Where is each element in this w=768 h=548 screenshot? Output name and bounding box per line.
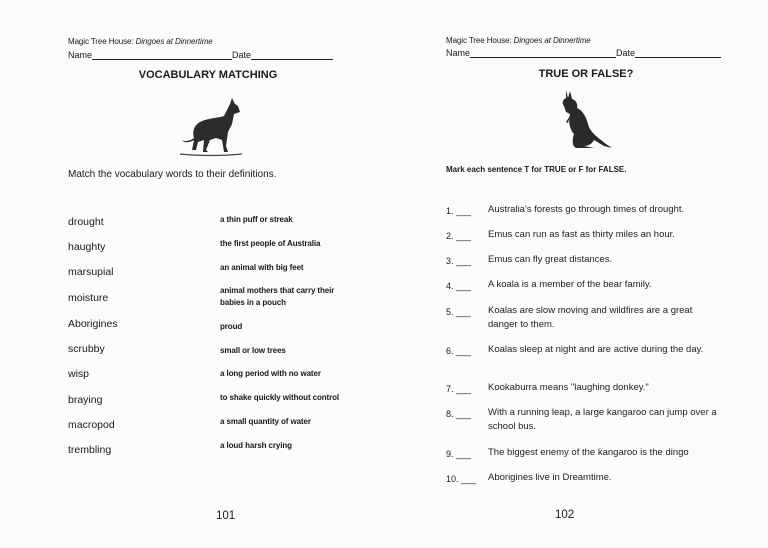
- name-date-line: [68, 50, 333, 60]
- question-text: Australia's forests go through times of drought.: [488, 204, 685, 215]
- name-date-line: [446, 48, 721, 58]
- vocab-definition: a small quantity of water: [220, 417, 311, 426]
- question-number[interactable]: 6. ___: [446, 346, 472, 356]
- question-number[interactable]: 8. ___: [446, 409, 472, 419]
- question-number[interactable]: 4. ___: [446, 281, 472, 291]
- question-number[interactable]: 5. ___: [446, 307, 472, 317]
- page-number: 101: [216, 510, 236, 522]
- question-number[interactable]: 7. ___: [446, 384, 472, 394]
- vocab-definition: to shake quickly without control: [220, 393, 340, 402]
- vocab-word: marsupial: [68, 266, 114, 278]
- question-text: Emus can run as fast as thirty miles an hour.: [488, 229, 675, 240]
- vocab-definition: a thin puff or streak: [220, 215, 293, 224]
- date-blank[interactable]: [635, 48, 721, 58]
- date-label: Date: [616, 48, 636, 58]
- question-number[interactable]: 2. ___: [446, 231, 472, 241]
- vocab-word: drought: [68, 216, 104, 228]
- question-number[interactable]: 10. ___: [446, 474, 477, 484]
- vocab-word: macropod: [68, 419, 115, 431]
- question-number[interactable]: 1. ___: [446, 206, 472, 216]
- vocab-word: scrubby: [68, 343, 105, 355]
- question-text: Koalas are slow moving and wildfires are a great danger to them.: [488, 305, 693, 330]
- series-title: [68, 37, 213, 46]
- question-text: The biggest enemy of the kangaroo is the dingo: [488, 447, 689, 458]
- vocab-definition: small or low trees: [220, 346, 286, 355]
- name-label: Name: [446, 48, 471, 58]
- series-label: Magic Tree House:: [68, 37, 136, 46]
- name-blank[interactable]: [92, 50, 232, 60]
- vocab-word: trembling: [68, 444, 112, 456]
- vocab-definition: proud: [220, 322, 243, 331]
- dingo-illustration: [180, 94, 242, 160]
- page-title: TRUE OR FALSE?: [538, 68, 634, 80]
- date-blank[interactable]: [251, 50, 333, 60]
- question-number[interactable]: 9. ___: [446, 449, 472, 459]
- question-text: Emus can fly great distances.: [488, 254, 613, 265]
- question-number[interactable]: 3. ___: [446, 256, 472, 266]
- vocab-definition: a long period with no water: [220, 369, 321, 378]
- question-text: Koalas sleep at night and are active during the day.: [488, 344, 704, 355]
- vocab-word: moisture: [68, 292, 109, 304]
- kangaroo-illustration: [556, 88, 614, 154]
- page-title: VOCABULARY MATCHING: [138, 69, 278, 81]
- vocab-definition: animal mothers that carry their babies in a pouch: [220, 286, 335, 307]
- vocab-definition: an animal with big feet: [220, 263, 304, 272]
- instructions: Mark each sentence T for TRUE or F for FALSE.: [446, 165, 627, 174]
- vocab-word: braying: [68, 394, 103, 406]
- question-text: With a running leap, a large kangaroo can jump over a school bus.: [488, 407, 717, 432]
- series-label: Magic Tree House:: [446, 36, 514, 45]
- question-text: A koala is a member of the bear family.: [488, 279, 652, 290]
- right-worksheet-page: [384, 0, 768, 548]
- vocab-definition: the first people of Australia: [220, 239, 321, 248]
- name-label: Name: [68, 50, 93, 60]
- vocab-word: wisp: [68, 368, 90, 380]
- series-title: [446, 36, 591, 45]
- book-title: Dingoes at Dinnertime: [513, 36, 591, 45]
- question-text: Aborigines live in Dreamtime.: [488, 472, 612, 483]
- date-label: Date: [232, 50, 252, 60]
- vocab-word: Aborigines: [68, 318, 118, 330]
- vocab-word: haughty: [68, 241, 106, 253]
- name-blank[interactable]: [470, 48, 616, 58]
- vocab-definition: a loud harsh crying: [220, 441, 292, 450]
- instructions: Match the vocabulary words to their definitions.: [68, 169, 277, 180]
- question-text: Kookaburra means "laughing donkey.": [488, 382, 649, 393]
- book-title: Dingoes at Dinnertime: [135, 37, 213, 46]
- page-number: 102: [555, 509, 575, 521]
